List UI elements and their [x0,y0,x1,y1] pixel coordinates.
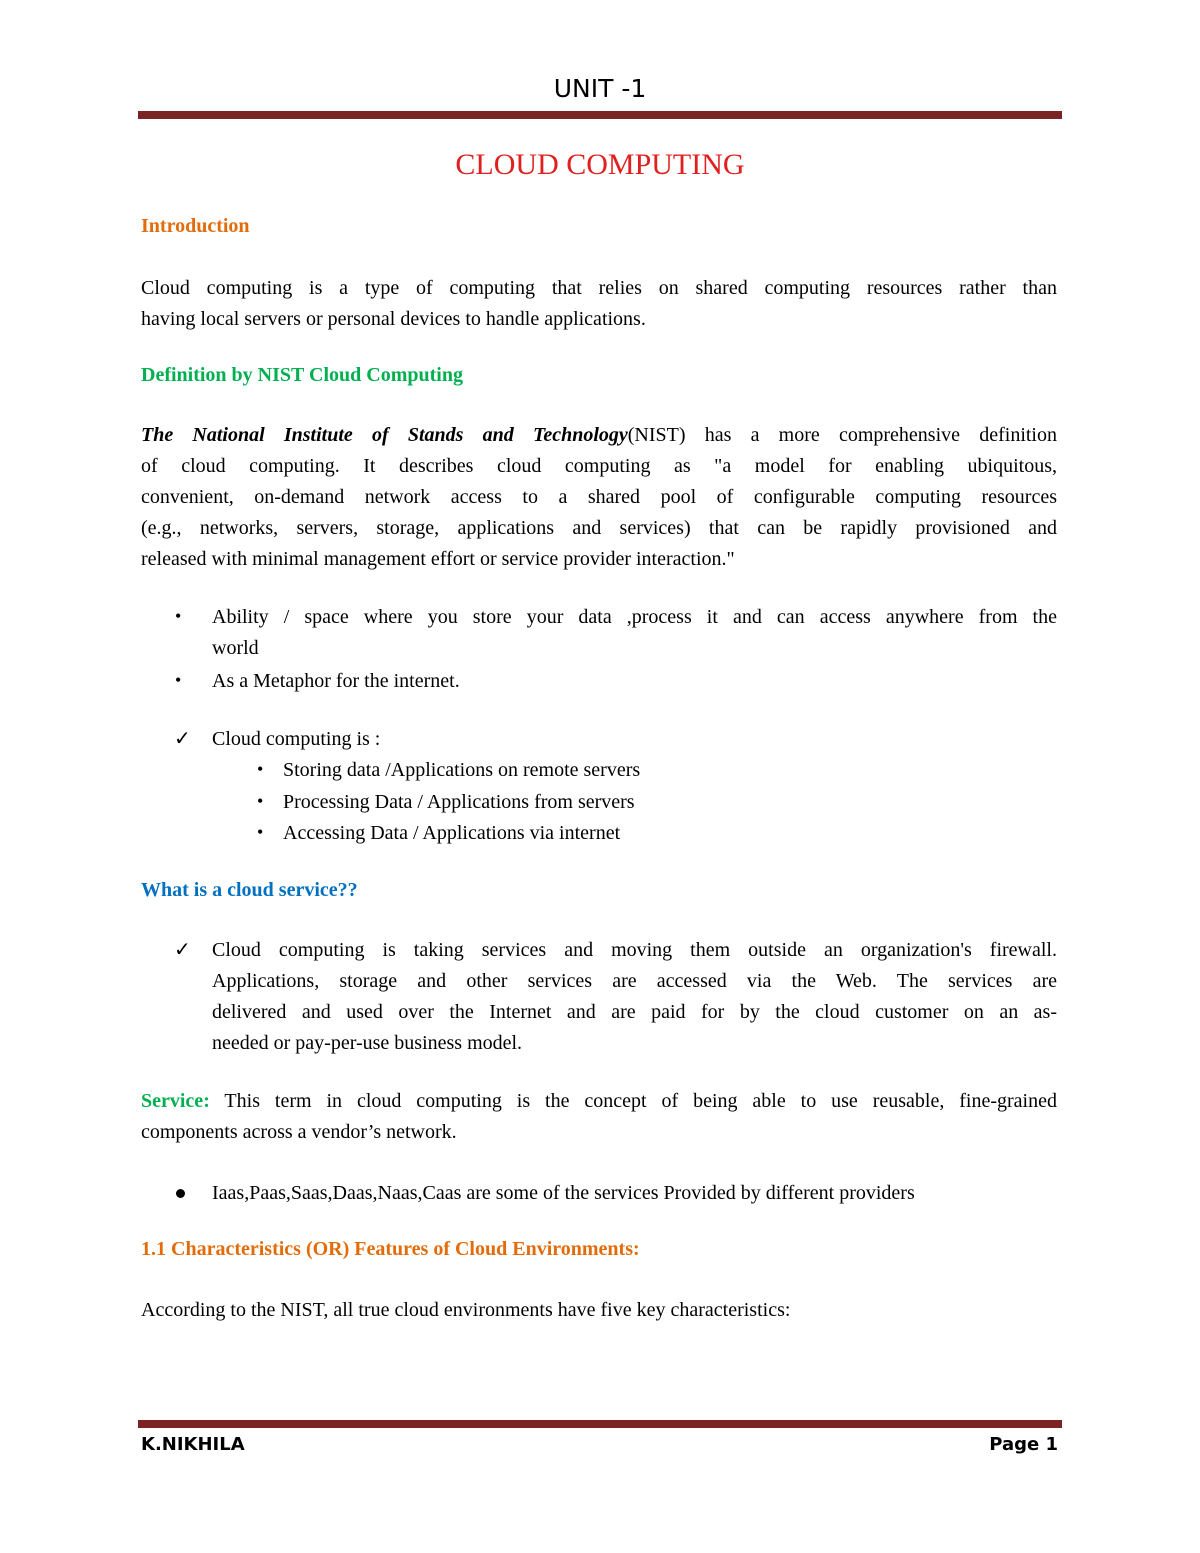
bullet-line: world [212,637,259,659]
nist-heading: Definition by NIST Cloud Computing [141,364,463,386]
cloud-service-line: Applications, storage and other services are accessed via the Web. The services are [212,970,1057,992]
bullet-icon: • [257,759,264,779]
cloud-service-line: Cloud computing is taking services and moving them outside an organization's firewall. [212,939,1057,961]
bullet-icon: • [175,670,182,690]
service-label: Service: [141,1090,210,1112]
sub-list-item: Storing data /Applications on remote servers [283,759,641,781]
bullet-item: As a Metaphor for the internet. [212,670,460,692]
service-line: components across a vendor’s network. [141,1121,457,1143]
check-label: Cloud computing is : [212,728,381,750]
bullet-icon: • [257,791,264,811]
nist-paragraph [141,420,1057,575]
cloud-service-line: needed or pay-per-use business model. [212,1032,523,1054]
bullet-item [212,602,1057,664]
nist-first-line [141,420,1057,451]
cloud-service-heading: What is a cloud service?? [141,879,358,901]
nist-line: of cloud computing. It describes cloud computing as "a model for enabling ubiquitous, [141,455,1057,477]
cloud-service-line: delivered and used over the Internet and are paid for by the cloud customer on an as- [212,1001,1057,1023]
filled-bullet-icon [176,1189,185,1198]
providers-bullet: Iaas,Paas,Saas,Daas,Naas,Caas are some of the services Provided by different providers [212,1182,915,1204]
characteristics-heading: 1.1 Characteristics (OR) Features of Cloud Environments: [141,1238,640,1260]
characteristics-line: According to the NIST, all true cloud environments have five key characteristics: [141,1299,791,1321]
sub-list-item: Accessing Data / Applications via internet [283,822,621,844]
bullet-line: Ability / space where you store your data ,process it and can access anywhere from the [212,606,1057,628]
bullet-icon: • [175,606,182,626]
nist-italic-lead: The National Institute of Stands and Technology [141,424,628,446]
checkmark-icon: ✓ [174,937,191,961]
introduction-line: Cloud computing is a type of computing that relies on shared computing resources rather than [141,277,1057,299]
service-first-line [141,1086,1057,1117]
introduction-heading: Introduction [141,215,250,237]
footer-author: K.NIKHILA [141,1434,245,1455]
introduction-paragraph [141,273,1057,335]
cloud-service-paragraph [212,935,1057,1059]
service-first-line-rest: This term in cloud computing is the concept of being able to use reusable, fine-grained [209,1090,1057,1112]
service-paragraph [141,1086,1057,1148]
document-title: CLOUD COMPUTING [455,148,745,181]
nist-first-line-rest: (NIST) has a more comprehensive definition [627,424,1057,446]
header-rule [138,111,1062,119]
unit-header: UNIT -1 [553,74,647,103]
checkmark-icon: ✓ [174,726,191,750]
footer-rule [138,1420,1062,1428]
sub-list-item: Processing Data / Applications from servers [283,791,635,813]
footer-page-number: Page 1 [989,1434,1058,1455]
nist-line: convenient, on-demand network access to a shared pool of configurable computing resources [141,486,1057,508]
nist-line: released with minimal management effort or service provider interaction." [141,548,735,570]
nist-line: (e.g., networks, servers, storage, applications and services) that can be rapidly provisioned and [141,517,1057,539]
introduction-line: having local servers or personal devices to handle applications. [141,308,646,330]
bullet-icon: • [257,822,264,842]
